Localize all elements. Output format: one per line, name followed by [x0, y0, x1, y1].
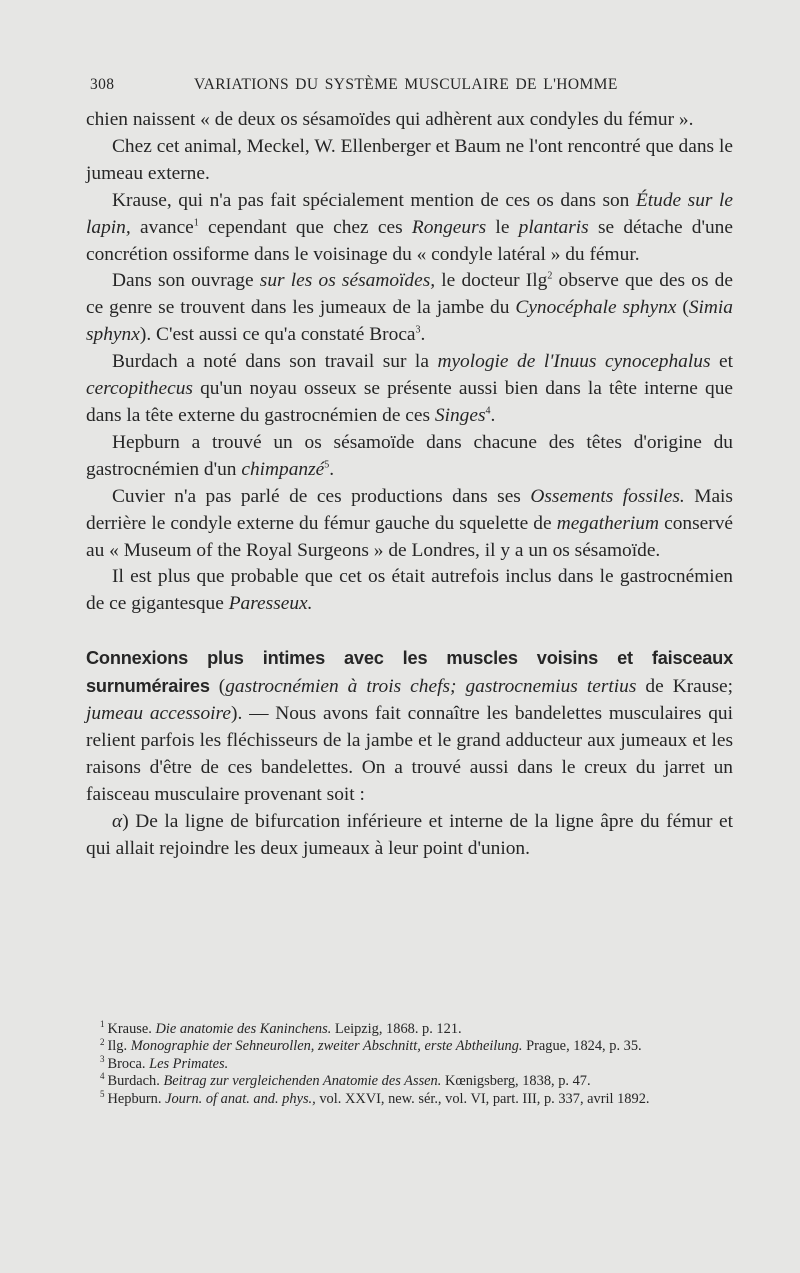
- p3-italic-3: plantaris: [518, 216, 589, 238]
- p3-text-d: le: [486, 216, 519, 238]
- p9-text-c: ). — Nous avons fait connaître les bandelettes musculaires qui relient parfois les fléchisseurs de la jambe et le grand adducteur aux jumeaux et les raisons d'être de ces bandelettes. On a trouvé aussi dans le creux du jarret un faisceau musculaire provenant soit :: [86, 703, 733, 805]
- footnote-author: Broca.: [107, 1055, 150, 1072]
- footnote-mark: 5: [100, 1088, 105, 1099]
- paragraph-4: [86, 268, 733, 349]
- p9-italic-1: gastrocnémien à trois chefs; gastrocnemius tertius: [225, 676, 637, 698]
- paragraph-2: [86, 134, 733, 188]
- footnote-4: [86, 1073, 733, 1090]
- p5-text-c: qu'un noyau osseux se présente aussi bien dans la tête interne que dans la tête externe du gastrocnémien de ces: [86, 378, 733, 426]
- p7-italic-2: megatherium: [556, 512, 660, 534]
- p6-text-a: Hepburn a trouvé un os sésamoïde dans chacune des têtes d'origine du gastrocnémien d'un: [86, 431, 733, 480]
- footnote-author: Ilg.: [107, 1038, 131, 1055]
- section-heading: Connexions plus intimes avec les muscles voisins et faisceaux surnuméraires: [86, 648, 733, 697]
- footnote-details: Kœnigsberg, 1838, p. 47.: [441, 1073, 591, 1090]
- p7-text-b: Mais derrière le condyle externe du fémur gauche du squelette de: [86, 485, 733, 534]
- footnote-title: Journ. of anat. and. phys.,: [165, 1090, 316, 1107]
- p3-italic-2: Rongeurs: [411, 216, 487, 238]
- p5-text-a: Burdach a noté dans son travail sur la: [112, 351, 438, 373]
- p5-italic-2: cercopithecus: [86, 378, 193, 400]
- footnote-3: [86, 1056, 733, 1073]
- p10-alpha: α: [112, 810, 123, 832]
- p8-italic-1: Paresseux.: [228, 593, 313, 615]
- p3-text-a: Krause, qui n'a pas fait spécialement mention de ces os dans son: [112, 189, 636, 211]
- paragraph-3: [86, 188, 733, 269]
- p3-text-e: se détache d'une concrétion ossiforme dans le voisinage du « condyle latéral » du fémur.: [86, 216, 733, 265]
- p9-text-b: de Krause;: [636, 676, 733, 698]
- p4-italic-1: sur les os sésamoïdes,: [259, 270, 436, 292]
- footnote-5: [86, 1088, 733, 1108]
- footnote-mark: 4: [100, 1071, 105, 1082]
- footnote-details: vol. XXVI, new. sér., vol. VI, part. III, p. 337, avril 1892.: [315, 1090, 650, 1107]
- footnote-ref-3: 3: [415, 324, 421, 336]
- paragraph-1: [86, 107, 733, 134]
- page-number: 308: [90, 76, 115, 93]
- body-text: [86, 107, 733, 862]
- p6-italic-1: chimpanzé: [241, 458, 325, 480]
- footnote-ref-1: 1: [193, 217, 199, 229]
- footnote-details: Leipzig, 1868. p. 121.: [331, 1021, 462, 1037]
- p4-text-b: le docteur Ilg: [435, 270, 548, 292]
- footnote-mark: 1: [100, 1019, 105, 1030]
- footnote-author: Hepburn.: [107, 1090, 166, 1107]
- p2-text: Chez cet animal, Meckel, W. Ellenberger et Baum ne l'ont rencontré que dans le jumeau externe.: [86, 135, 733, 184]
- paragraph-7: [86, 484, 733, 565]
- p3-text-c: cependant que chez ces: [198, 216, 412, 238]
- footnote-author: Burdach.: [107, 1073, 164, 1090]
- footnote-ref-2: 2: [547, 270, 553, 282]
- p4-italic-3: Simia sphynx: [86, 297, 733, 346]
- p7-text-c: conservé au « Museum of the Royal Surgeons » de Londres, il y a un os sésamoïde.: [86, 512, 734, 561]
- p3-italic-1: Étude sur le lapin,: [86, 189, 733, 238]
- p4-italic-2: Cynocéphale sphynx: [515, 297, 677, 319]
- p9-italic-2: jumeau accessoire: [86, 703, 231, 725]
- paragraph-10: [86, 809, 733, 863]
- p10-text-b: ) De la ligne de bifurcation inférieure et interne de la ligne âpre du fémur et qui allait rejoindre les deux jumeaux à leur point d'union.: [86, 810, 733, 859]
- footnote-2: [86, 1038, 733, 1055]
- p3-text-b: avance: [130, 216, 194, 238]
- p1-text: chien naissent « de deux os sésamoïdes qui adhèrent aux condyles du fémur ».: [86, 109, 694, 130]
- p7-text-a: Cuvier n'a pas parlé de ces productions dans ses: [112, 485, 531, 507]
- paragraph-9: [86, 645, 733, 808]
- footnote-1: [86, 1021, 733, 1038]
- footnote-title: Beitrag zur vergleichenden Anatomie des Assen.: [163, 1073, 442, 1090]
- p5-italic-3: Singes: [434, 404, 486, 426]
- paragraph-6: [86, 430, 733, 484]
- paragraph-5: [86, 349, 733, 430]
- footnote-ref-5: 5: [324, 459, 330, 471]
- paragraph-8: [86, 564, 733, 618]
- p4-text-c: observe que des os de ce genre se trouvent dans les jumeaux de la jambe du: [86, 270, 733, 319]
- footnote-author: Krause.: [107, 1021, 156, 1037]
- p5-text-d: .: [490, 404, 496, 426]
- running-head: [86, 72, 734, 102]
- footnote-details: Prague, 1824, p. 35.: [522, 1038, 642, 1055]
- p4-text-e: ). C'est aussi ce qu'a constaté Broca: [139, 324, 416, 346]
- footnote-title: Die anatomie des Kaninchens.: [155, 1021, 332, 1037]
- p5-text-b: et: [710, 351, 734, 373]
- footnote-title: Monographie der Sehneurollen, zweiter Abschnitt, erste Abtheilung.: [130, 1038, 523, 1055]
- p7-italic-1: Ossements fossiles.: [530, 485, 685, 507]
- footnote-ref-4: 4: [485, 405, 491, 417]
- p5-italic-1: myologie de l'Inuus cynocephalus: [437, 351, 711, 373]
- p9-text-a: (: [209, 676, 226, 698]
- footnote-mark: 3: [100, 1054, 105, 1065]
- p8-text-a: Il est plus que probable que cet os était autrefois inclus dans le gastrocnémien de ce gigantesque: [86, 566, 733, 615]
- running-title: VARIATIONS DU SYSTÈME MUSCULAIRE DE L'HOMME: [194, 76, 618, 93]
- p6-text-b: .: [329, 458, 335, 480]
- p4-text-a: Dans son ouvrage: [112, 270, 260, 292]
- footnotes: [86, 1021, 733, 1108]
- p4-text-f: .: [420, 324, 426, 346]
- p4-text-d: (: [676, 297, 689, 319]
- footnote-mark: 2: [100, 1036, 105, 1047]
- footnote-title: Les Primates.: [149, 1055, 229, 1072]
